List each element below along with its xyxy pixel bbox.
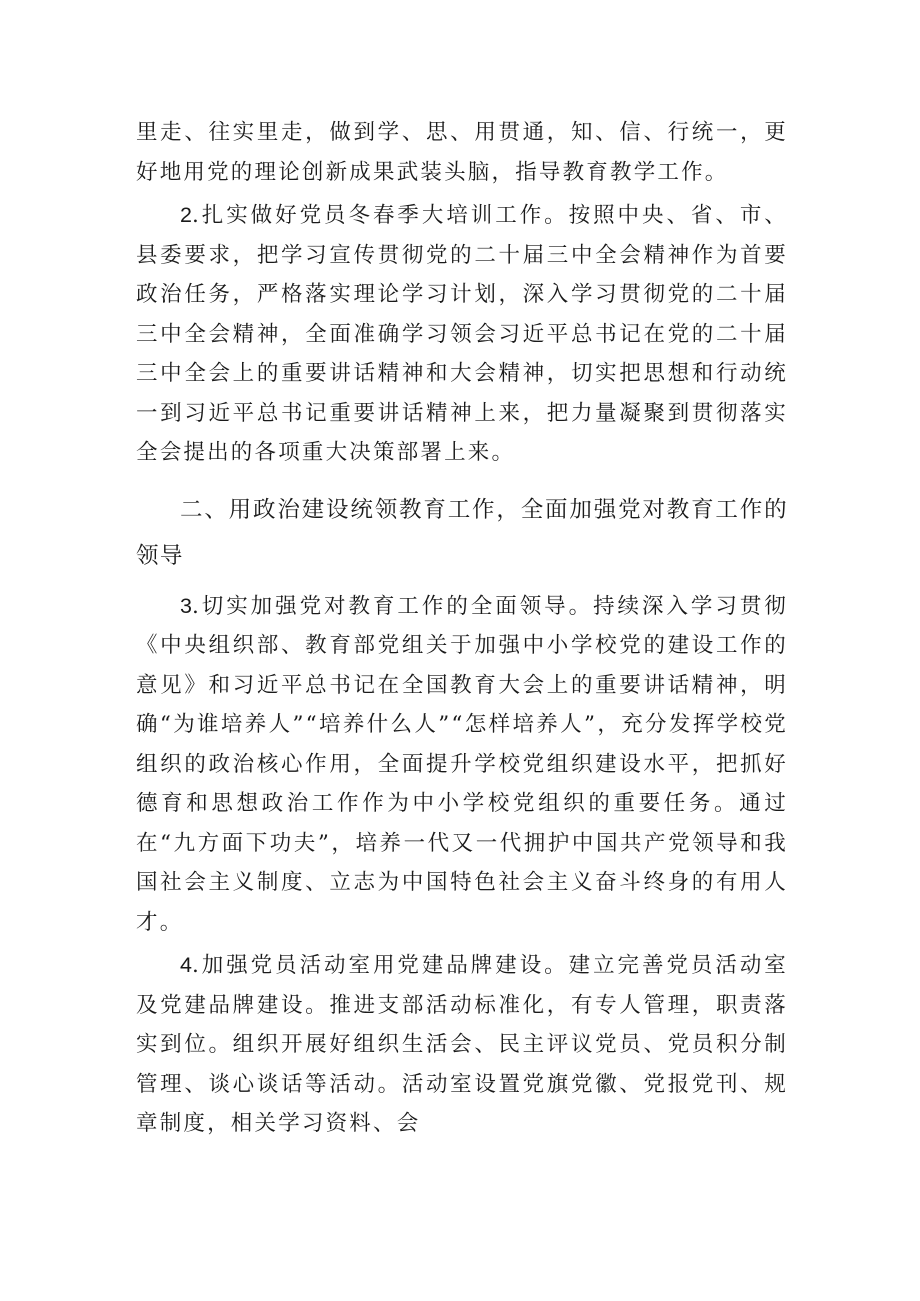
paragraph-item-4 <box>136 946 788 1144</box>
paragraph-text: .扎实做好党员冬春季大培训工作。按照中央、省、市、县委要求，把学习宣传贯彻党的二十届三中全会精神作为首要政治任务，严格落实理论学习计划，深入学习贯彻党的二十届三中全会精神，全面准确学习领会习近平总书记在党的二十届三中全会上的重要讲话精神和大会精神，切实把思想和行动统一到习近平总书记重要讲话精神上来，把力量凝聚到贯彻落实全会提出的各项重大决策部署上来。 <box>136 203 788 465</box>
paragraph-text: .切实加强党对教育工作的全面领导。持续深入学习贯彻《中央组织部、教育部党组关于加强中小学校党的建设工作的意见》和习近平总书记在全国教育大会上的重要讲话精神，明确“为谁培养人”“培养什么人”“怎样培养人”，充分发挥学校党组织的政治核心作用，全面提升学校党组织建设水平，把抓好德育和思想政治工作作为中小学校党组织的重要任务。通过在“九方面下功夫”，培养一代又一代拥护中国共产党领导和我国社会主义制度、立志为中国特色社会主义奋斗终身的有用人才。 <box>136 593 788 935</box>
section-heading: 二、用政治建设统领教育工作，全面加强党对教育工作的领导 <box>136 496 788 569</box>
item-number: 2 <box>180 203 192 227</box>
paragraph-text: .加强党员活动室用党建品牌建设。建立完善党员活动室及党建品牌建设。推进支部活动标准化，有专人管理，职责落实到位。组织开展好组织生活会、民主评议党员、党员积分制管理、谈心谈话等活动。活动室设置党旗党徽、党报党刊、规章制度，相关学习资料、会 <box>136 953 788 1136</box>
paragraph-item-3 <box>136 587 788 943</box>
paragraph-item-2 <box>136 196 788 473</box>
document-page <box>136 113 788 1144</box>
item-number: 3 <box>180 593 192 618</box>
paragraph-continuation: 里走、往实里走，做到学、思、用贯通，知、信、行统一，更好地用党的理论创新成果武装头脑，指导教育教学工作。 <box>136 120 788 185</box>
item-number: 4 <box>180 953 192 977</box>
